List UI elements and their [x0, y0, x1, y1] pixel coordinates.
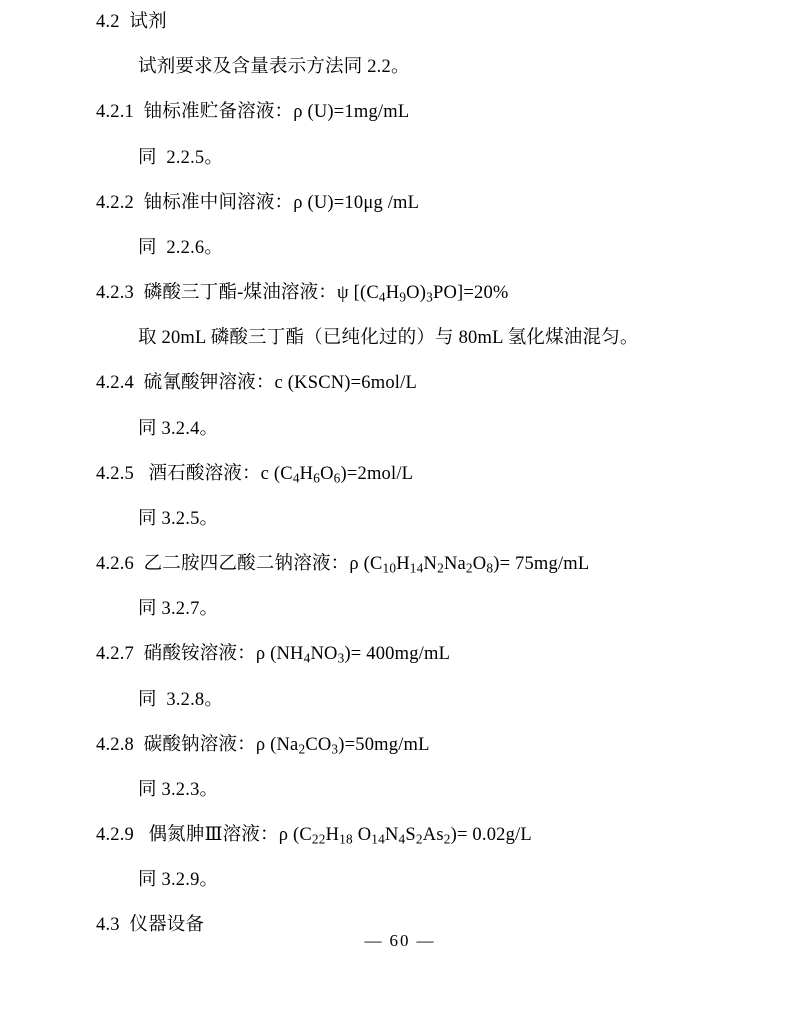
section-heading-4-2-1: 4.2.1 铀标准贮备溶液：ρ (U)=1mg/mL	[96, 102, 410, 123]
paragraph-4-2-6-body: 同 3.2.7。	[138, 599, 219, 620]
paragraph-4-2-4-body: 同 3.2.4。	[138, 418, 219, 439]
paragraph-4-2-7-body: 同 3.2.8。	[138, 689, 224, 710]
footer-left-dash: —	[364, 931, 384, 950]
paragraph-4-2-body: 试剂要求及含量表示方法同 2.2。	[138, 57, 410, 78]
section-heading-4-2-5: 4.2.5 酒石酸溶液：c $(C_4H_6O_6)=2mol/L$	[96, 463, 414, 486]
page-number: 60	[389, 931, 411, 950]
section-heading-4-2-9: 4.2.9 偶氮胂Ⅲ溶液：ρ ($C_{22}H_{18}$ $O_{14}N_4S_2As_2)= 0.02g/L$	[96, 825, 532, 847]
section-heading-4-2: 4.2 试剂	[96, 12, 167, 32]
paragraph-4-2-9-body: 同 3.2.9。	[138, 870, 219, 891]
paragraph-4-2-1-body: 同 2.2.5。	[138, 147, 224, 168]
section-heading-4-2-3: 4.2.3 磷酸三丁酯-煤油溶液：ψ $[(C_4H_9O)_3PO]=20\%$	[96, 283, 509, 305]
page-footer	[0, 931, 800, 951]
paragraph-4-2-8-body: 同 3.2.3。	[138, 779, 219, 800]
section-heading-4-2-7: 4.2.7 硝酸铵溶液：ρ $(NH_4NO_3)= 400mg/mL$	[96, 644, 451, 667]
section-heading-4-2-4: 4.2.4 硫氰酸钾溶液：c (KSCN)=6mol/L	[96, 373, 417, 394]
section-heading-4-2-6: 4.2.6 乙二胺四乙酸二钠溶液：ρ $(C_{10}H_{14}N_2Na_2O_8)= 75mg/mL$	[96, 554, 590, 576]
section-heading-4-2-2: 4.2.2 铀标准中间溶液：ρ (U)=10μg /mL	[96, 192, 420, 213]
footer-right-dash: —	[416, 931, 436, 950]
paragraph-4-2-2-body: 同 2.2.6。	[138, 237, 224, 258]
paragraph-4-2-5-body: 同 3.2.5。	[138, 508, 219, 529]
section-heading-4-3: 4.3 仪器设备	[96, 915, 205, 936]
section-heading-4-2-8: 4.2.8 碳酸钠溶液：ρ $(Na_2CO_3)=50mg/mL$	[96, 734, 430, 757]
paragraph-4-2-3-body: 取 20mL 磷酸三丁酯（已纯化过的）与 80mL 氢化煤油混匀。	[138, 328, 639, 349]
